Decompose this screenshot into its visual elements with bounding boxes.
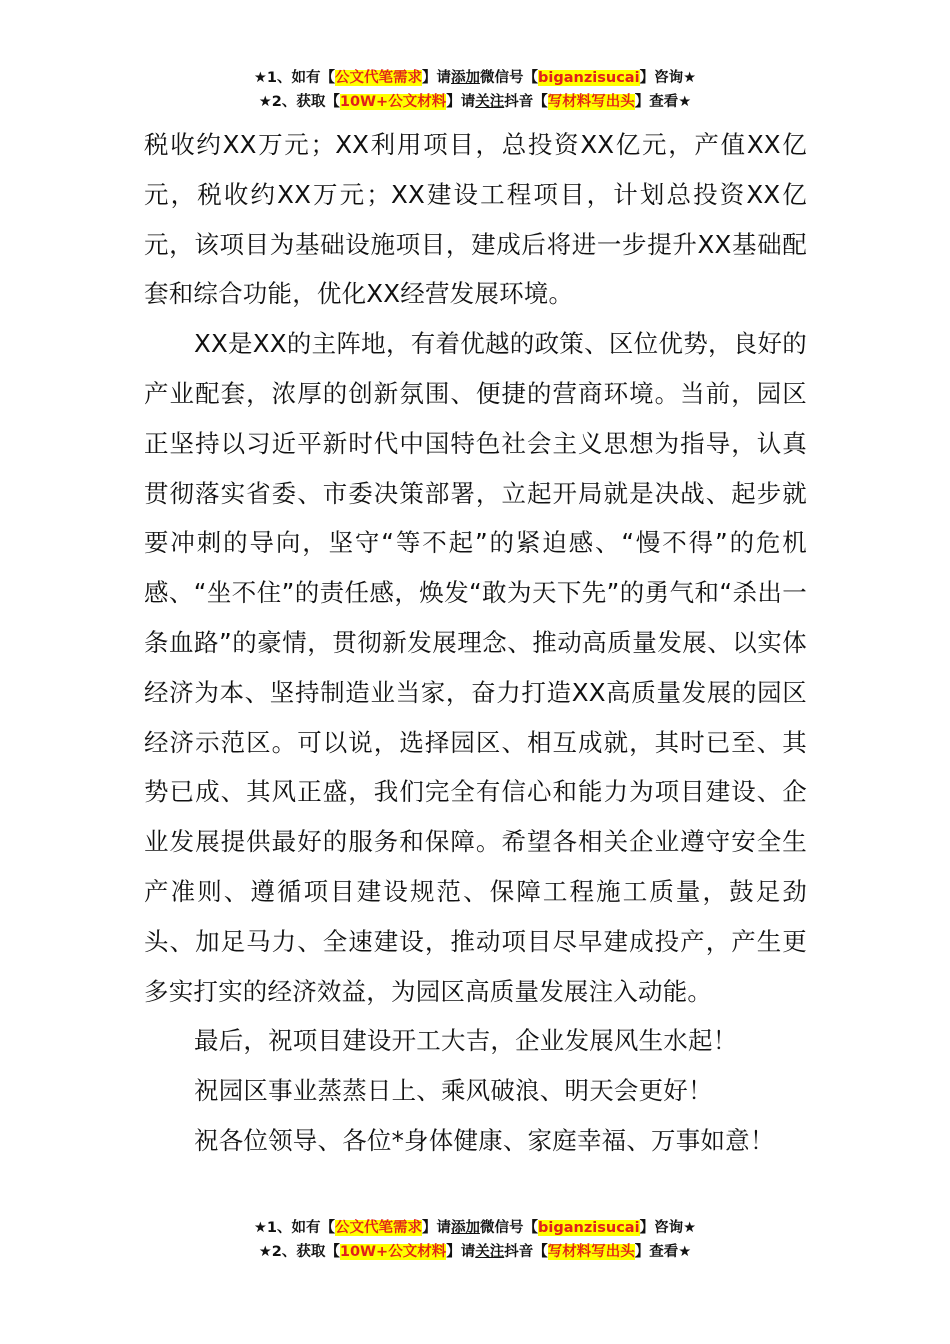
banner-text: ★2、获取【 (258, 1244, 340, 1260)
banner-text: 】咨询★ (639, 70, 697, 86)
banner-text: ★2、获取【 (258, 94, 340, 110)
banner-text: 】咨询★ (639, 1220, 697, 1236)
banner-text: 】请 (446, 1244, 476, 1260)
closing-line-2: 祝园区事业蒸蒸日上、乘风破浪、明天会更好！ (194, 1076, 713, 1106)
document-body (144, 120, 807, 1166)
banner-text: 抖音【 (504, 94, 548, 110)
underlined-text: 添加 (451, 1220, 481, 1236)
banner-text: 】请 (422, 1220, 452, 1236)
underlined-text: 关注 (475, 94, 505, 110)
banner-text: 微信号【 (480, 1220, 539, 1236)
banner-line-2 (0, 90, 950, 114)
paragraph-projects: 税收约XX万元；XX利用项目，总投资XX亿元，产值XX亿元，税收约XX万元；XX建设工程项目，计划总投资XX亿元，该项目为基础设施项目，建成后将进一步提升XX基础配套和综合功能，优化XX经营发展环境。 (144, 130, 807, 309)
banner-line-2 (0, 1240, 950, 1264)
highlight-service: 公文代笔需求 (335, 1220, 423, 1236)
underlined-text: 关注 (475, 1244, 505, 1260)
closing-line-3: 祝各位领导、各位*身体健康、家庭幸福、万事如意！ (194, 1125, 775, 1155)
banner-line-1 (0, 1216, 950, 1240)
footer-banner (0, 1216, 950, 1264)
banner-text: 抖音【 (504, 1244, 548, 1260)
closing-line-1: 最后，祝项目建设开工大吉，企业发展风生水起！ (194, 1026, 738, 1056)
highlight-wechat-id: biganzisucai (538, 1220, 640, 1236)
banner-text: 】查看★ (634, 94, 692, 110)
underlined-text: 添加 (451, 70, 481, 86)
highlight-service: 公文代笔需求 (335, 70, 423, 86)
banner-text: 微信号【 (480, 70, 539, 86)
banner-text: ★1、如有【 (253, 70, 336, 86)
highlight-douyin-id: 写材料写出头 (547, 1244, 635, 1260)
banner-line-1 (0, 66, 950, 90)
highlight-materials: 10W+公文材料 (339, 1244, 447, 1260)
header-banner (0, 66, 950, 114)
paragraph-park-advantages: XX是XX的主阵地，有着优越的政策、区位优势，良好的产业配套，浓厚的创新氛围、便捷的营商环境。当前，园区正坚持以习近平新时代中国特色社会主义思想为指导，认真贯彻落实省委、市委决策部署，立起开局就是决战、起步就要冲刺的导向，坚守“等不起”的紧迫感、“慢不得”的危机感、“坐不住”的责任感，焕发“敢为天下先”的勇气和“杀出一条血路”的豪情，贯彻新发展理念、推动高质量发展、以实体经济为本、坚持制造业当家，奋力打造XX高质量发展的园区经济示范区。可以说，选择园区、相互成就，其时已至、其势已成、其风正盛，我们完全有信心和能力为项目建设、企业发展提供最好的服务和保障。希望各相关企业遵守安全生产准则、遵循项目建设规范、保障工程施工质量，鼓足劲头、加足马力、全速建设，推动项目尽早建成投产，产生更多实打实的经济效益，为园区高质量发展注入动能。 (144, 329, 807, 1006)
banner-text: 】请 (446, 94, 476, 110)
highlight-douyin-id: 写材料写出头 (547, 94, 635, 110)
banner-text: 】查看★ (634, 1244, 692, 1260)
banner-text: 】请 (422, 70, 452, 86)
highlight-wechat-id: biganzisucai (538, 70, 640, 86)
banner-text: ★1、如有【 (253, 1220, 336, 1236)
highlight-materials: 10W+公文材料 (339, 94, 447, 110)
